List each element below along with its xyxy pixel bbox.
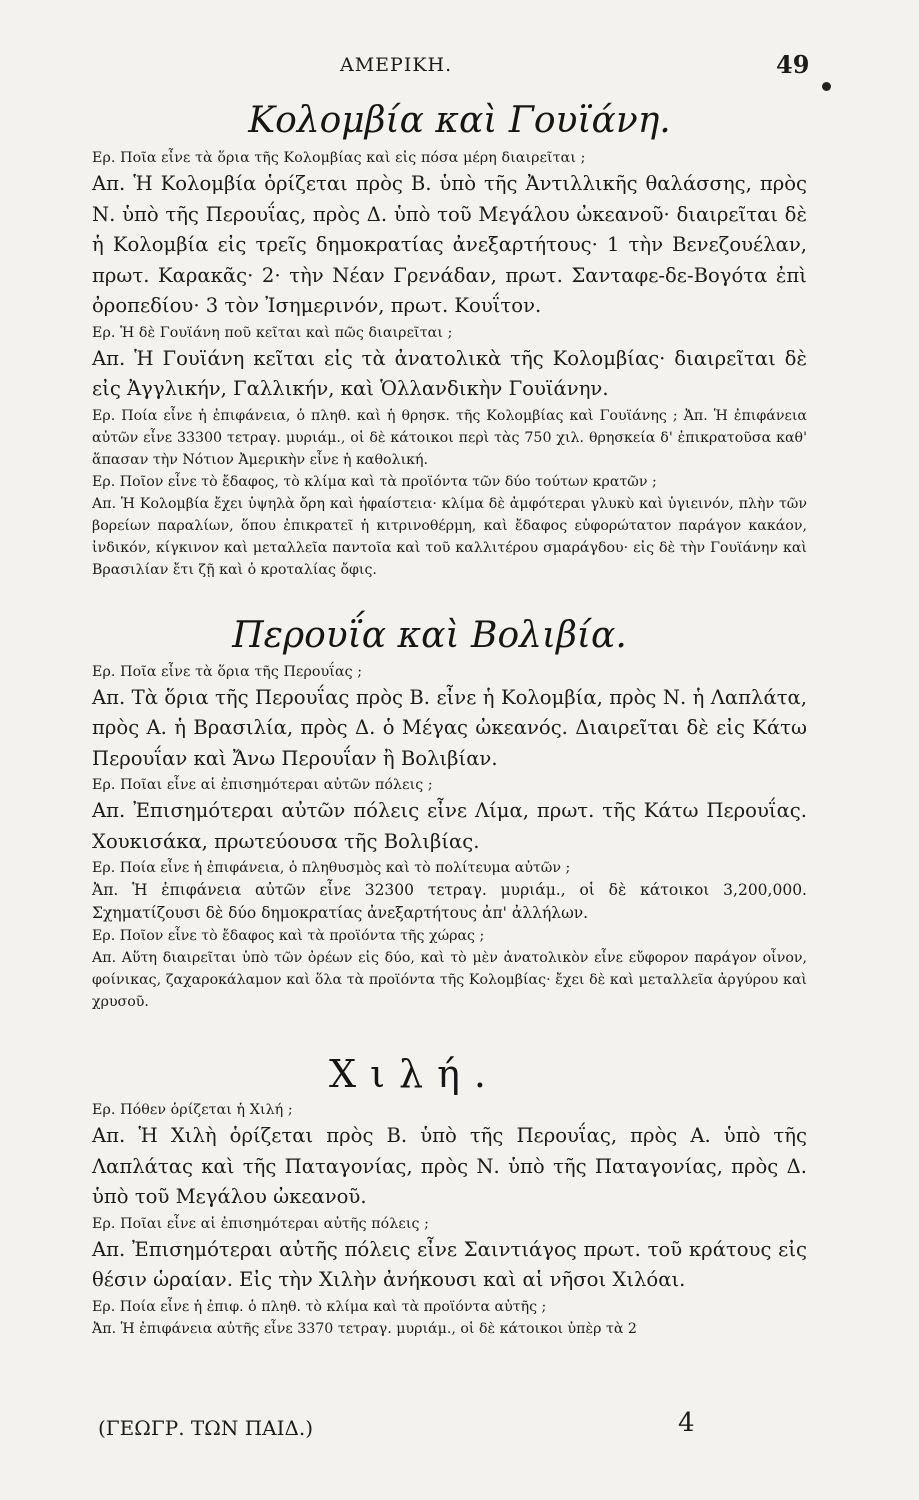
small-paragraph: Ἀπ. Ἡ ἐπιφάνεια αὐτῶν εἶνε 32300 τετραγ. μυριάμ., οἱ δὲ κάτοικοι 3,200,000. Σχηματίζουσι δὲ δύο δημοκρατίας ἀνεξαρτήτους ἀπ' ἀλλήλων. (92, 881, 807, 922)
section-title-peru: Περουΐα καὶ Βολιβία. (232, 614, 627, 656)
answer: Απ. Ἐπισημότεραι αὐτῶν πόλεις εἶνε Λίμα, πρωτ. τῆς Κάτω Περουΐας. Χουκισάκα, πρωτεύουσα τῆς Βολιβίας. (92, 799, 807, 853)
answer: Απ. Ἡ Χιλὴ ὁρίζεται πρὸς Β. ὑπὸ τῆς Περουΐας, πρὸς Α. ὑπὸ τῆς Λαπλάτας καὶ τῆς Παταγονίας, πρὸς Ν. ὑπὸ τῆς Παταγονίας, πρὸς Δ. ὑπὸ τοῦ Μεγάλου ὠκεανοῦ. (92, 1124, 807, 1208)
small-paragraph: Ερ. Ποῖον εἶνε τὸ ἔδαφος καὶ τὰ προϊόντα τῆς χώρας ; (92, 928, 485, 944)
small-paragraph: Ἀπ. Ἡ ἐπιφάνεια αὐτῆς εἶνε 3370 τετραγ. μυριάμ., οἱ δὲ κάτοικοι ὑπὲρ τὰ 2 (92, 1320, 637, 1337)
question: Ερ. Ἡ δὲ Γουϊάνη ποῦ κεῖται καὶ πῶς διαιρεῖται ; (92, 324, 453, 341)
question: Ερ. Ποῖα εἶνε τὰ ὅρια τῆς Κολομβίας καὶ εἰς πόσα μέρη διαιρεῖται ; (92, 150, 586, 166)
page-number: 49 (776, 50, 810, 79)
small-paragraph: Ερ. Ποία εἶνε ἡ ἐπιφάνεια, ὁ πληθυσμὸς καὶ τὸ πολίτευμα αὐτῶν ; (92, 860, 571, 876)
ink-speck (822, 82, 831, 91)
question: Ερ. Ποῖαι εἶνε αἱ ἐπισημότεραι αὐτῆς πόλεις ; (92, 1215, 430, 1232)
page-footer (98, 1408, 698, 1440)
question: Ερ. Ποῖαι εἶνε αἱ ἐπισημότεραι αὐτῶν πόλεις ; (92, 777, 433, 793)
small-paragraph: Απ. Αὕτη διαιρεῖται ὑπὸ τῶν ὀρέων εἰς δύο, καὶ τὸ μὲν ἀνατολικὸν εἶνε εὔφορον παράγον οἶνον, φοίνικας, ζαχαροκάλαμον καὶ ὅλα τὰ προϊόντα τῆς Κολομβίας· ἔχει δὲ καὶ μεταλλεῖα ἀργύρου καὶ χρυσοῦ. (92, 950, 807, 1010)
question: Ερ. Ποῖα εἶνε τὰ ὅρια τῆς Περουΐας ; (92, 663, 363, 680)
page-content (92, 95, 807, 1340)
answer: Απ. Ἐπισημότεραι αὐτῆς πόλεις εἶνε Σαιντιάγος πρωτ. τοῦ κράτους εἰς θέσιν ὡραίαν. Εἰς τὴν Χιλὴν ἀνήκουσι καὶ αἱ νῆσοι Χιλόαι. (92, 1237, 807, 1291)
footer-signature-mark: (ΓΕΩΓΡ. ΤΩΝ ΠΑΙΔ.) (98, 1416, 314, 1440)
section-title-chile: Χιλή. (329, 1052, 500, 1096)
small-paragraph: Απ. Ἡ Κολομβία ἔχει ὑψηλὰ ὄρη καὶ ἡφαίστεια· κλίμα δὲ ἀμφότεραι γλυκὺ καὶ ὑγιεινόν, πλὴν τῶν βορείων παραλίων, ὅπου ἐπικρατεῖ ἡ κιτρινοθέρμη, καὶ ἔδαφος εὐφορώτατον παράγον κακάον, ἰνδικόν, κίγκινον καὶ μεταλλεῖα παντοῖα καὶ τοῦ καλλιτέρου σμαράγδου· εἰς δὲ τὴν Γουϊάνην καὶ Βρασιλίαν ἔτι ζῇ καὶ ὁ κροταλίας ὄφις. (92, 495, 807, 578)
section-title-colombia: Κολομβία καὶ Γουϊάνη. (248, 100, 671, 141)
small-paragraph: Ερ. Ποῖον εἶνε τὸ ἔδαφος, τὸ κλίμα καὶ τὰ προϊόντα τῶν δύο τούτων κρατῶν ; (92, 473, 657, 490)
running-title: ΑΜΕΡΙΚΗ. (340, 54, 453, 76)
answer: Απ. Ἡ Γουϊάνη κεῖται εἰς τὰ ἀνατολικὰ τῆς Κολομβίας· διαιρεῖται δὲ εἰς Ἀγγλικήν, Γαλλικήν, καὶ Ὁλλανδικὴν Γουϊάνην. (92, 346, 807, 400)
answer: Απ. Ἡ Κολομβία ὁρίζεται πρὸς Β. ὑπὸ τῆς Ἀντιλλικῆς θαλάσσης, πρὸς Ν. ὑπὸ τῆς Περουΐας, πρὸς Δ. ὑπὸ τοῦ Μεγάλου ὠκεανοῦ· διαιρεῖται δὲ ἡ Κολομβία εἰς τρεῖς δημοκρατίας ἀνεξαρτήτους· 1 τὴν Βενεζουέλαν, πρωτ. Καρακᾶς· 2· τὴν Νέαν Γρενάδαν, πρωτ. Σανταφε-δε-Βογότα ἐπὶ ὀροπεδίου· 3 τὸν Ἰσημερινόν, πρωτ. Κουΐτον. (92, 172, 807, 317)
running-head (0, 50, 919, 80)
gathering-number: 4 (678, 1408, 695, 1438)
small-paragraph: Ερ. Ποία εἶνε ἡ ἐπιφ. ὁ πληθ. τὸ κλίμα καὶ τὰ προϊόντα αὐτῆς ; (92, 1298, 547, 1315)
small-paragraph: Ερ. Ποία εἶνε ἡ ἐπιφάνεια, ὁ πληθ. καὶ ἡ θρησκ. τῆς Κολομβίας καὶ Γουϊάνης ; Ἀπ. Ἡ ἐπιφάνεια αὐτῶν εἶνε 33300 τετραγ. μυριάμ., οἱ δὲ κάτοικοι περὶ τὰς 750 χιλ. θρησκεία δ' ἐπικρατοῦσα καθ' ἅπασαν τὴν Νότιον Ἀμερικὴν εἶνε ἡ καθολική. (92, 407, 807, 468)
answer: Απ. Τὰ ὅρια τῆς Περουΐας πρὸς Β. εἶνε ἡ Κολομβία, πρὸς Ν. ἡ Λαπλάτα, πρὸς Α. ἡ Βρασιλία, πρὸς Δ. ὁ Μέγας ὠκεανός. Διαιρεῖται δὲ εἰς Κάτω Περουΐαν καὶ Ἄνω Περουΐαν ἢ Βολιβίαν. (92, 685, 807, 770)
question: Ερ. Πόθεν ὁρίζεται ἡ Χιλή ; (92, 1102, 293, 1118)
